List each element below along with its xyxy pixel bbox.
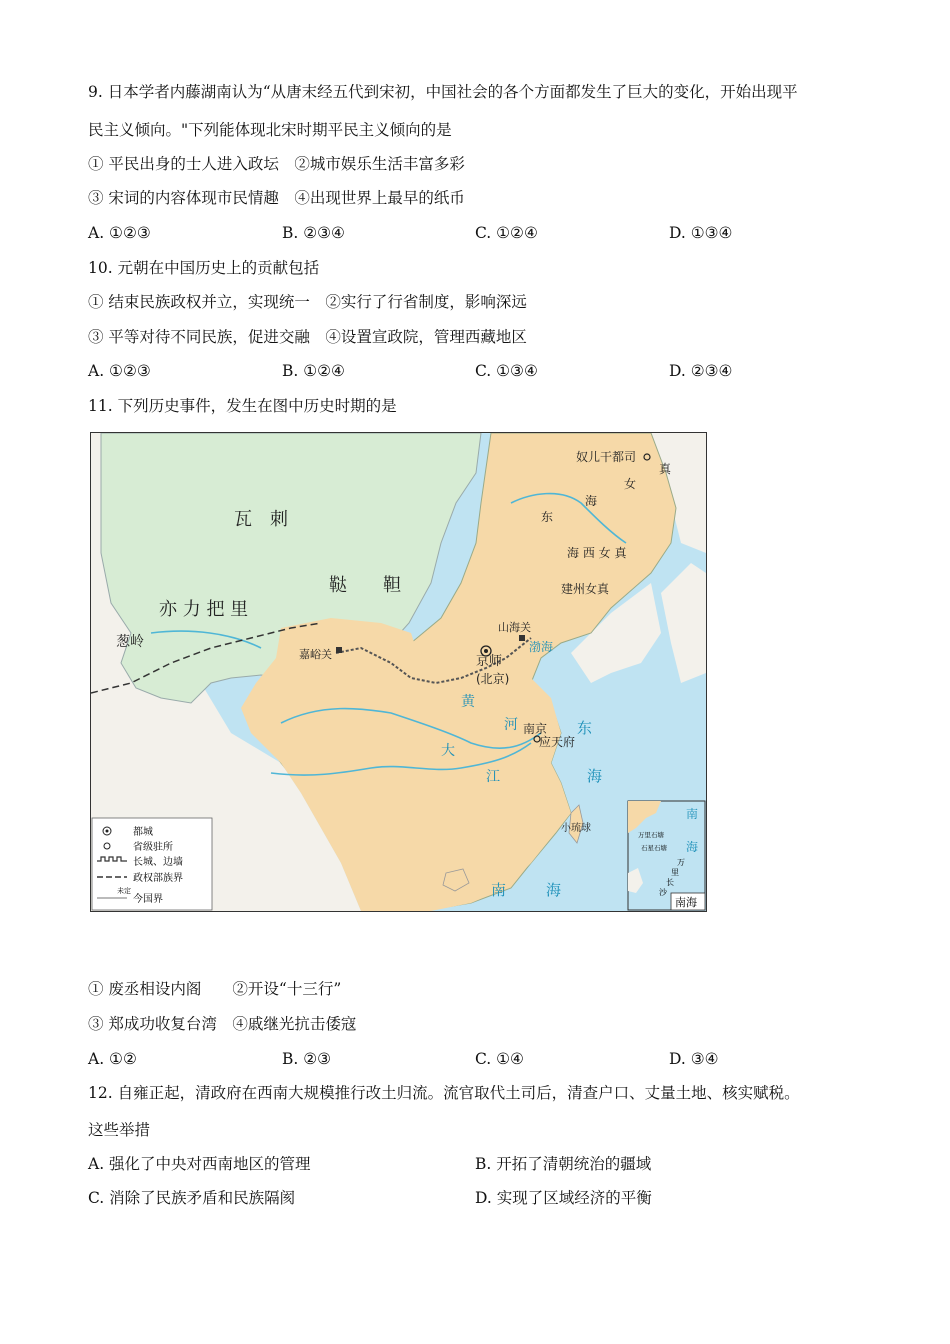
q10-option-c[interactable]: C. ①③④ xyxy=(475,362,538,380)
inset-li: 里 xyxy=(671,868,679,877)
inset-chang: 长 xyxy=(666,878,674,887)
q9-stem-line1: 9. 日本学者内藤湖南认为“从唐末经五代到宋初，中国社会的各个方面都发生了巨大的变化，开始出现平 xyxy=(88,83,798,101)
shanhaiguan-fort-marker xyxy=(519,635,525,641)
legend-provincial: 省级驻所 xyxy=(133,842,173,853)
q10-option-a[interactable]: A. ①②③ xyxy=(88,362,151,380)
label-nanjing: 南京 xyxy=(523,722,548,736)
q10-option-d[interactable]: D. ②③④ xyxy=(669,362,733,380)
label-congling: 葱岭 xyxy=(116,634,144,650)
q9-option-b[interactable]: B. ②③④ xyxy=(282,224,345,242)
q9-items-line1: ① 平民出身的士人进入政坛 ②城市娱乐生活丰富多彩 xyxy=(88,155,465,173)
label-shanhaiguan: 山海关 xyxy=(498,621,531,634)
q11-items-line2: ③ 郑成功收复台湾 ④戚继光抗击倭寇 xyxy=(88,1015,357,1033)
label-bohai: 渤海 xyxy=(529,640,554,654)
label-yilibali: 亦 力 把 里 xyxy=(159,599,249,620)
q11-option-c[interactable]: C. ①④ xyxy=(475,1050,524,1068)
label-nuergan: 奴儿干都司 xyxy=(576,450,637,464)
label-da: 大 xyxy=(441,743,455,759)
q10-option-b[interactable]: B. ①②④ xyxy=(282,362,345,380)
label-jianzhou: 建州女真 xyxy=(561,582,610,596)
label-east-sea-dong: 东 xyxy=(577,719,593,737)
inset-wanli-shitang: 万里石塘 xyxy=(638,831,664,839)
label-dada: 鞑 靼 xyxy=(329,575,401,596)
label-jingshi: 京师 xyxy=(476,654,503,669)
map-legend xyxy=(92,818,212,910)
q9-items-line2: ③ 宋词的内容体现市民情趣 ④出现世界上最早的纸币 xyxy=(88,189,465,207)
label-yingtianfu: 应天府 xyxy=(539,735,576,749)
q9-option-a[interactable]: A. ①②③ xyxy=(88,224,151,242)
label-dong: 东 xyxy=(541,510,554,524)
label-huang: 黄 xyxy=(461,694,475,710)
inset-wan: 万 xyxy=(677,858,685,867)
legend-capital: 都城 xyxy=(133,827,153,838)
q10-items-line2: ③ 平等对待不同民族，促进交融 ④设置宣政院，管理西藏地区 xyxy=(88,328,527,346)
q12-option-c[interactable]: C. 消除了民族矛盾和民族隔阂 xyxy=(88,1189,296,1207)
q9-option-c[interactable]: C. ①②④ xyxy=(475,224,538,242)
q12-option-b[interactable]: B. 开拓了清朝统治的疆域 xyxy=(475,1155,652,1173)
q12-option-a[interactable]: A. 强化了中央对西南地区的管理 xyxy=(88,1155,311,1173)
ming-dynasty-map xyxy=(90,432,707,912)
label-east-sea-hai: 海 xyxy=(587,767,603,785)
label-nv: 女 xyxy=(624,477,637,491)
inset-nan: 南 xyxy=(686,807,699,821)
q12-option-d[interactable]: D. 实现了区域经济的平衡 xyxy=(475,1189,652,1207)
inset-shishi-tang: 石星石塘 xyxy=(641,844,667,852)
q11-stem: 11. 下列历史事件，发生在图中历史时期的是 xyxy=(88,397,397,415)
label-he: 河 xyxy=(504,717,518,733)
label-wala: 瓦 刺 xyxy=(234,509,288,530)
inset-caption: 南海 xyxy=(675,896,697,909)
q9-option-d[interactable]: D. ①③④ xyxy=(669,224,733,242)
q9-stem-line2: 民主义倾向。"下列能体现北宋时期平民主义倾向的是 xyxy=(88,121,452,139)
q12-stem-line2: 这些举措 xyxy=(88,1121,151,1139)
q11-option-d[interactable]: D. ③④ xyxy=(669,1050,719,1068)
label-xiaoliuqiu: 小琉球 xyxy=(561,823,591,834)
legend-wall: 长城、边墙 xyxy=(133,857,183,868)
south-china-sea-inset xyxy=(628,801,705,910)
label-jiang: 江 xyxy=(486,769,500,785)
label-hai: 海 xyxy=(585,494,598,508)
legend-national: 今国界 xyxy=(133,894,163,905)
inset-hai: 海 xyxy=(686,840,699,854)
q11-items-line1: ① 废丞相设内阁 ②开设“十三行” xyxy=(88,980,342,998)
q10-stem: 10. 元朝在中国历史上的贡献包括 xyxy=(88,259,320,277)
q10-items-line1: ① 结束民族政权并立，实现统一 ②实行了行省制度，影响深远 xyxy=(88,293,527,311)
label-zhen: 真 xyxy=(659,462,672,476)
q11-option-b[interactable]: B. ②③ xyxy=(282,1050,332,1068)
label-south-sea-hai: 海 xyxy=(546,881,562,899)
legend-undetermined: 未定 xyxy=(117,887,131,895)
q11-option-a[interactable]: A. ①② xyxy=(88,1050,137,1068)
label-south-sea-nan: 南 xyxy=(491,881,507,899)
label-haixi: 海 西 女 真 xyxy=(567,546,627,560)
label-jiayuguan: 嘉峪关 xyxy=(299,648,332,661)
inset-sha: 沙 xyxy=(659,888,667,897)
q12-stem-line1: 12. 自雍正起，清政府在西南大规模推行改土归流。流官取代土司后，清查户口、丈量土地、核实赋税。 xyxy=(88,1084,800,1102)
jiayuguan-fort-marker xyxy=(336,647,342,653)
label-beijing: (北京) xyxy=(476,672,510,686)
legend-boundary: 政权部族界 xyxy=(133,873,183,884)
